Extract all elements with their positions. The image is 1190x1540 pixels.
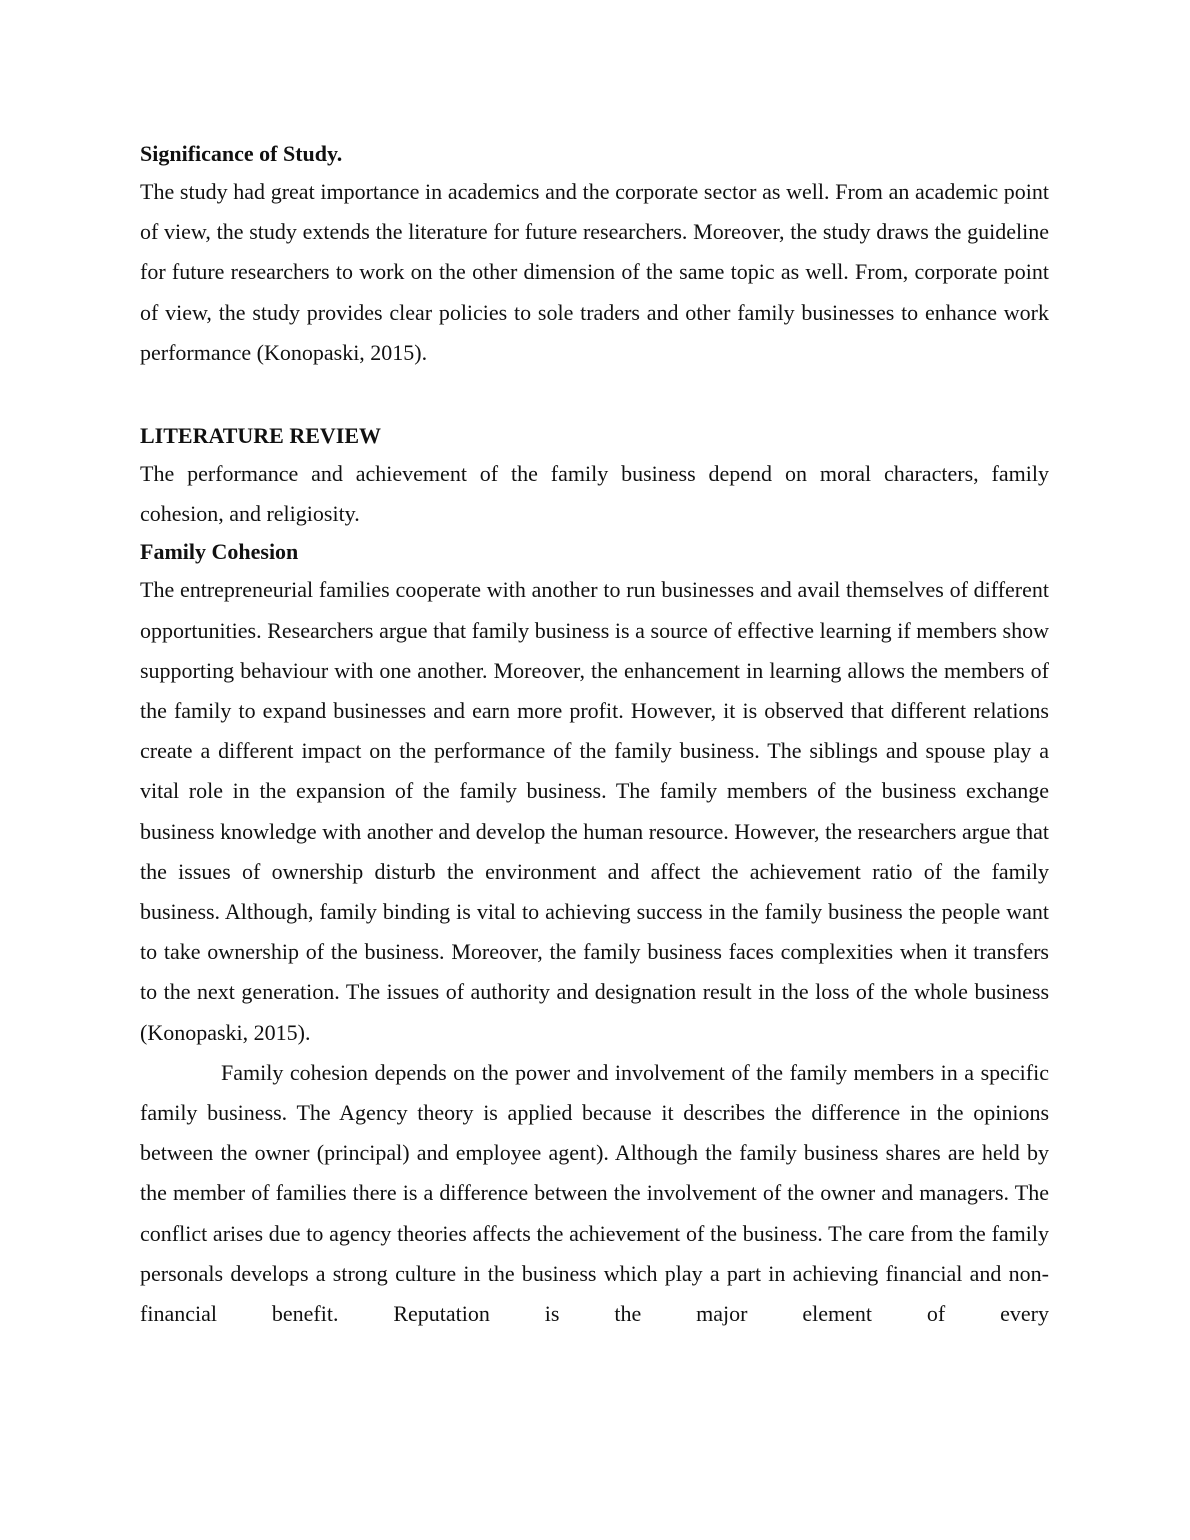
paragraph-significance: The study had great importance in academics and the corporate sector as well. From an academic point of view, the study extends the literature for future researchers. Moreover, the study draws the guideline for future researchers to work on the other dimension of the same topic as well. From, corporate point of view, the study provides clear policies to sole traders and other family businesses to enhance work performance (Konopaski, 2015). — [140, 179, 1049, 365]
section-heading-significance: Significance of Study. — [140, 141, 343, 166]
paragraph-family-cohesion-2: Family cohesion depends on the power and involvement of the family members in a specific family business. The Agency theory is applied because it describes the difference in the opinions between the owner (principal) and employee agent). Although the family business shares are held by the member of families there is a difference between the involvement of the owner and managers. The conflict arises due to agency theories affects the achievement of the business. The care from the family personals develops a strong culture in the business which play a part in achieving financial and non-financial benefit. Reputation is the major element of every — [140, 1059, 1049, 1327]
paragraph-literature-review-intro: The performance and achievement of the family business depend on moral characters, family cohesion, and religiosity. — [140, 461, 1049, 527]
section-heading-family-cohesion: Family Cohesion — [140, 539, 299, 565]
section-spacer — [140, 373, 1049, 418]
document-page — [140, 136, 1049, 1334]
section-heading-literature-review: LITERATURE REVIEW — [140, 423, 382, 449]
paragraph-family-cohesion-1: The entrepreneurial families cooperate with another to run businesses and avail themselves of different opportunities. Researchers argue that family business is a source of effective learning if members show supporting behaviour with one another. Moreover, the enhancement in learning allows the members of the family to expand businesses and earn more profit. However, it is observed that different relations create a different impact on the performance of the family business. The siblings and spouse play a vital role in the expansion of the family business. The family members of the business exchange business knowledge with another and develop the human resource. However, the researchers argue that the issues of ownership disturb the environment and affect the achievement ratio of the family business. Although, family binding is vital to achieving success in the family business the people want to take ownership of the business. Moreover, the family business faces complexities when it transfers to the next generation. The issues of authority and designation result in the loss of the whole business (Konopaski, 2015). — [140, 577, 1049, 1045]
